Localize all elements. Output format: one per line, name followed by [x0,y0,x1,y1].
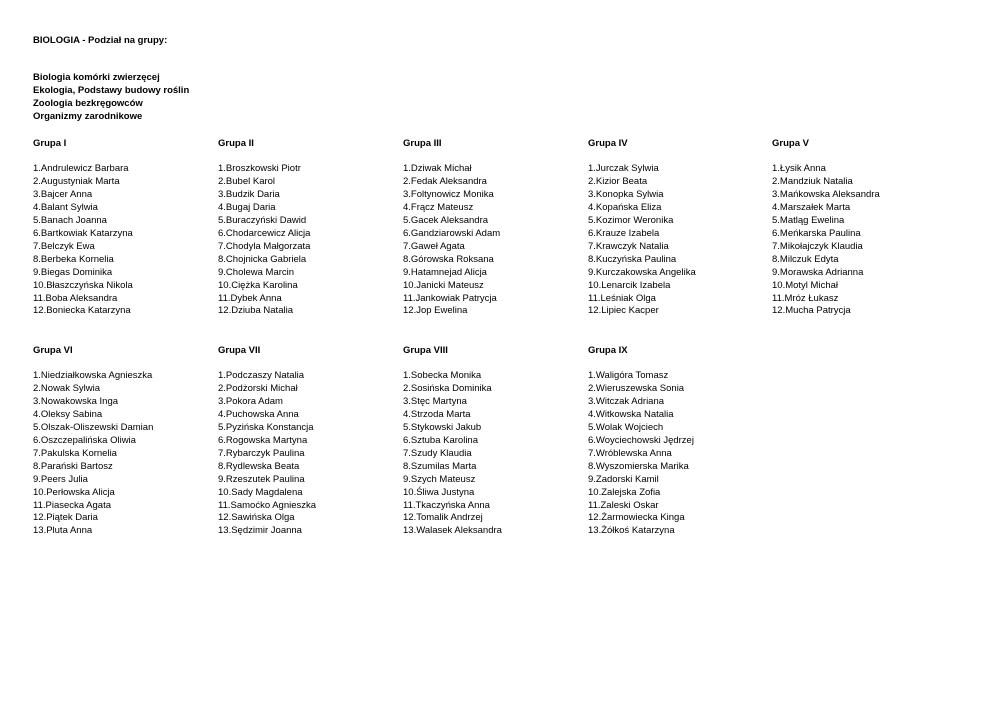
list-item: 2.Bubel Karol [218,175,276,187]
list-item: 13.Żółkoś Katarzyna [588,525,675,537]
member-list [588,370,768,538]
subject-item: Ekologia, Podstawy budowy roślin [33,85,190,96]
list-item: 3.Konopka Sylwia [588,188,664,200]
list-item: 4.Kopańska Eliza [588,201,662,213]
list-item: 5.Gacek Aleksandra [403,214,489,226]
list-item: 1.Dziwak Michał [403,163,472,174]
list-item: 2.Nowak Sylwia [33,382,101,394]
group-title: Grupa III [403,138,442,149]
list-item: 12.Lipiec Kacper [588,305,659,317]
group-title: Grupa I [33,138,67,149]
member-list [218,163,398,318]
list-item: 11.Tkaczyńska Anna [403,499,490,511]
list-item: 11.Mróz Łukasz [772,292,839,304]
member-list [403,163,583,318]
list-item: 11.Samoćko Agnieszka [218,499,317,511]
group-title: Grupa V [772,138,809,149]
list-item: 3.Stęc Martyna [403,395,467,407]
list-item: 13.Sędzimir Joanna [218,525,302,537]
list-item: 10.Sady Magdalena [218,486,303,498]
member-list [218,370,398,538]
list-item: 1.Jurczak Sylwia [588,163,659,174]
list-item: 13.Pluta Anna [33,525,93,537]
list-item: 1.Podczaszy Natalia [218,370,305,381]
list-item: 7.Pakulska Kornelia [33,447,117,459]
list-item: 10.Ciężka Karolina [218,279,298,291]
list-item: 9.Biegas Dominika [33,266,113,278]
list-item: 4.Witkowska Natalia [588,408,674,420]
member-list [33,370,213,538]
list-item: 6.Gandziarowski Adam [403,227,501,239]
group-block [33,344,213,538]
list-item: 10.Zalejska Zofia [588,486,661,498]
list-item: 2.Mandziuk Natalia [772,175,853,187]
list-item: 4.Puchowska Anna [218,408,299,420]
list-item: 8.Kuczyńska Paulina [588,253,677,265]
list-item: 3.Nowakowska Inga [33,395,119,407]
list-item: 4.Oleksy Sabina [33,408,103,420]
list-item: 5.Pyzińska Konstancja [218,421,314,433]
list-item: 5.Stykowski Jakub [403,421,482,433]
list-item: 12.Dziuba Natalia [218,305,293,317]
list-item: 8.Chojnicka Gabriela [218,253,307,265]
list-item: 3.Mańkowska Aleksandra [772,188,880,200]
list-item: 3.Budzik Daria [218,188,280,200]
member-list [403,370,583,538]
list-item: 5.Matląg Ewelina [772,214,845,226]
list-item: 3.Bajcer Anna [33,188,93,200]
group-title: Grupa VIII [403,345,448,356]
list-item: 2.Kizior Beata [588,175,648,187]
subject-item: Zoologia bezkręgowców [33,98,143,109]
list-item: 4.Marszałek Marta [772,201,851,213]
list-item: 1.Łysik Anna [772,163,826,174]
list-item: 12.Żarmowiecka Kinga [588,512,685,524]
list-item: 11.Leśniak Olga [588,292,656,304]
list-item: 5.Banach Joanna [33,214,107,226]
list-item: 5.Buraczyński Dawid [218,214,307,226]
list-item: 9.Rzeszutek Paulina [218,473,305,485]
list-item: 1.Niedziałkowska Agnieszka [33,370,153,381]
list-item: 5.Olszak-Oliszewski Damian [33,421,154,433]
list-item: 2.Augustyniak Marta [33,175,120,187]
list-item: 12.Jop Ewelina [403,305,468,317]
list-item: 8.Górowska Roksana [403,253,494,265]
list-item: 10.Motyl Michał [772,279,838,291]
member-list [588,163,768,318]
list-item: 12.Sawińska Olga [218,512,295,524]
list-item: 3.Foltynowicz Monika [403,188,494,200]
list-item: 11.Dybek Anna [218,292,282,304]
list-item: 6.Woyciechowski Jędrzej [588,434,694,446]
list-item: 12.Boniecka Katarzyna [33,305,131,317]
list-item: 11.Zaleski Oskar [588,499,659,511]
group-block [403,344,583,538]
group-block [403,137,583,318]
list-item: 9.Szych Mateusz [403,473,476,485]
list-item: 2.Wieruszewska Sonia [588,382,685,394]
list-item: 6.Rogowska Martyna [218,434,308,446]
group-block [218,137,398,318]
list-item: 6.Bartkowiak Katarzyna [33,227,133,239]
group-block [772,137,952,318]
list-item: 8.Berbeka Kornelia [33,253,114,265]
list-item: 7.Krawczyk Natalia [588,240,669,252]
group-block [218,344,398,538]
list-item: 11.Jankowiak Patrycja [403,292,497,304]
member-list [33,163,213,318]
list-item: 9.Kurczakowska Angelika [588,266,696,278]
list-item: 6.Chodarcewicz Alicja [218,227,311,239]
member-list [772,163,952,318]
list-item: 8.Wyszomierska Marika [588,460,689,472]
group-title: Grupa IV [588,138,628,149]
list-item: 9.Morawska Adrianna [772,266,864,278]
list-item: 4.Balant Sylwia [33,201,98,213]
list-item: 11.Boba Aleksandra [33,292,118,304]
subject-list [33,71,189,123]
list-item: 10.Janicki Mateusz [403,279,484,291]
list-item: 6.Krauze Izabela [588,227,660,239]
list-item: 6.Meńkarska Paulina [772,227,861,239]
list-item: 4.Strzoda Marta [403,408,471,420]
list-item: 1.Andrulewicz Barbara [33,163,129,174]
list-item: 9.Peers Julia [33,473,88,485]
list-item: 4.Frącz Mateusz [403,201,474,213]
subject-item: Biologia komórki zwierzęcej [33,72,160,83]
list-item: 1.Broszkowski Piotr [218,163,301,174]
page-title: BIOLOGIA - Podział na grupy: [33,35,168,46]
list-item: 6.Sztuba Karolina [403,434,478,446]
list-item: 5.Kozimor Weronika [588,214,674,226]
list-item: 3.Witczak Adriana [588,395,665,407]
list-item: 2.Fedak Aleksandra [403,175,487,187]
subject-item: Organizmy zarodnikowe [33,111,143,122]
list-item: 12.Mucha Patrycja [772,305,851,317]
list-item: 8.Rydlewska Beata [218,460,300,472]
list-item: 8.Szumilas Marta [403,460,477,472]
group-title: Grupa VII [218,345,261,356]
list-item: 8.Parański Bartosz [33,460,113,472]
list-item: 5.Wolak Wojciech [588,421,664,433]
group-block [588,344,768,538]
group-title: Grupa II [218,138,254,149]
group-block [33,137,213,318]
list-item: 12.Tomalik Andrzej [403,512,483,524]
list-item: 7.Rybarczyk Paulina [218,447,305,459]
list-item: 10.Śliwa Justyna [403,486,475,498]
list-item: 4.Bugaj Daria [218,201,276,213]
list-item: 12.Piątek Daria [33,512,98,524]
group-block [588,137,768,318]
list-item: 1.Waligóra Tomasz [588,370,669,381]
list-item: 13.Walasek Aleksandra [403,525,502,537]
list-item: 7.Mikołajczyk Klaudia [772,240,863,252]
list-item: 7.Wróblewska Anna [588,447,672,459]
list-item: 9.Cholewa Marcin [218,266,295,278]
list-item: 9.Hatamnejad Alicja [403,266,487,278]
list-item: 10.Błaszczyńska Nikola [33,279,133,291]
list-item: 7.Gaweł Agata [403,240,465,252]
list-item: 7.Szudy Klaudia [403,447,472,459]
list-item: 10.Perłowska Alicja [33,486,115,498]
list-item: 3.Pokora Adam [218,395,283,407]
list-item: 10.Lenarcik Izabela [588,279,671,291]
list-item: 7.Belczyk Ewa [33,240,95,252]
list-item: 2.Sosińska Dominika [403,382,492,394]
list-item: 9.Zadorski Kamil [588,473,659,485]
group-title: Grupa IX [588,345,628,356]
list-item: 7.Chodyla Małgorzata [218,240,311,252]
list-item: 11.Piasecka Agata [33,499,111,511]
list-item: 6.Oszczepalińska Oliwia [33,434,136,446]
list-item: 1.Sobecka Monika [403,370,482,381]
group-title: Grupa VI [33,345,73,356]
list-item: 2.Podżorski Michał [218,382,298,394]
list-item: 8.Milczuk Edyta [772,253,839,265]
